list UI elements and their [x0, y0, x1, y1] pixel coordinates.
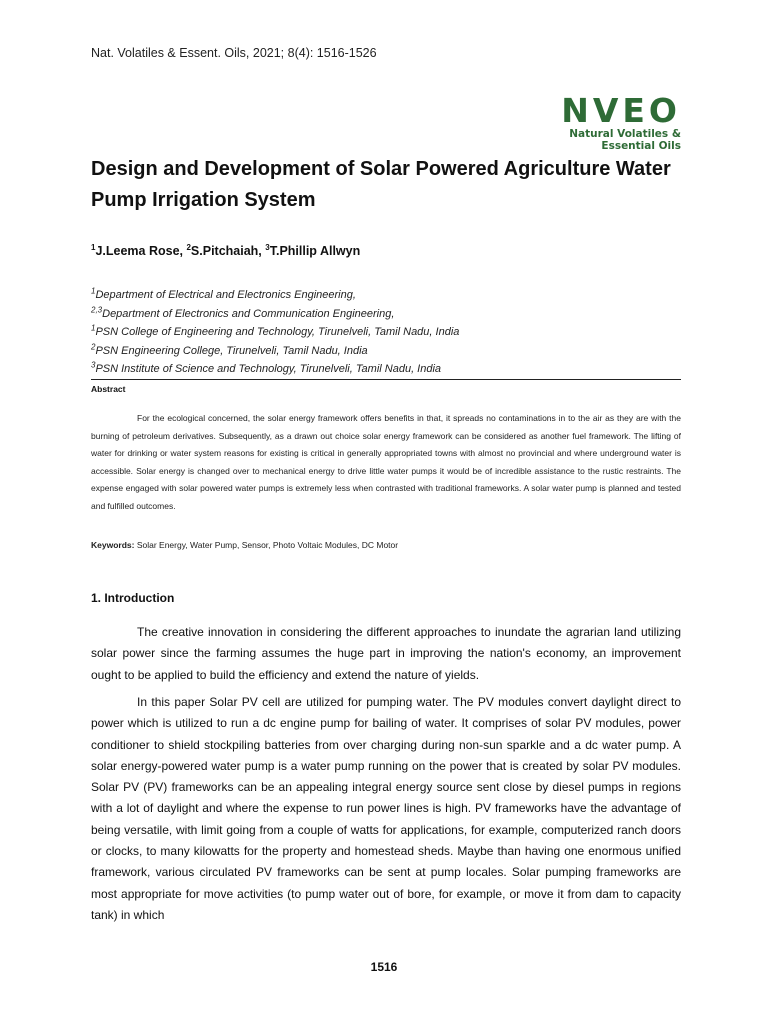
journal-logo [551, 91, 681, 152]
affiliation [91, 342, 459, 361]
affiliation [91, 286, 459, 305]
abstract-body [91, 410, 681, 516]
affiliation-text: Department of Electronics and Communication Engineering, [102, 307, 395, 320]
logo-subtitle-line1: Natural Volatiles & [569, 128, 681, 140]
logo-mark: NVEO [561, 91, 681, 130]
affiliation-text: PSN College of Engineering and Technology, Tirunelveli, Tamil Nadu, India [95, 326, 460, 338]
paragraph-text: The creative innovation in considering the different approaches to inundate the agrarian land utilizing solar power since the farming assumes the huge part in improving the nation's economy, an improvement ought to be applied to build the efficiency and extend the nature of yields. [91, 625, 681, 682]
paper-title: Design and Development of Solar Powered Agriculture Water Pump Irrigation System [91, 158, 671, 211]
section-heading: 1. Introduction [91, 591, 175, 605]
affiliation [91, 323, 459, 342]
section-divider [91, 379, 681, 380]
author-name: J.Leema Rose, [95, 244, 187, 258]
affiliation-list [91, 286, 459, 379]
affiliation-superscript: 1 [91, 286, 96, 296]
author-name: T.Phillip Allwyn [269, 244, 361, 258]
author-superscript: 1 [91, 242, 96, 252]
abstract-text: For the ecological concerned, the solar energy framework offers benefits in that, it spreads no contaminations in to the air as they are with the burning of petroleum derivatives. Subsequently, as a drawn out choice solar energy framework can be considered as another fuel framework. The lifting of water for drinking or water system reasons for existing is critical in generally appropriated towns with almost no provincial and where underground water is accessible. Solar energy is changed over to mechanical energy to drive little water pumps it would be of incredible assistance to the rustic restraints. The expense engaged with solar powered water pumps is extremely less when contrasted with traditional frameworks. A solar water pump is planned and tested and fulfilled outcomes. [91, 413, 681, 511]
author-list [91, 244, 360, 258]
affiliation-superscript: 3 [91, 360, 96, 370]
author-superscript: 3 [265, 242, 270, 252]
keywords-label: Keywords: [91, 540, 135, 550]
affiliation-text: PSN Institute of Science and Technology, Tirunelveli, Tamil Nadu, India [95, 363, 442, 375]
body-paragraph [91, 692, 681, 926]
journal-citation: Nat. Volatiles & Essent. Oils, 2021; 8(4): 1516-1526 [91, 46, 377, 60]
logo-subtitle-line2: Essential Oils [601, 140, 681, 152]
affiliation-superscript: 2,3 [91, 304, 103, 314]
affiliation [91, 305, 459, 324]
page-number: 1516 [370, 960, 398, 974]
affiliation [91, 360, 459, 379]
body-paragraph [91, 622, 681, 686]
author-name: S.Pitchaiah, [190, 244, 266, 258]
keywords [91, 540, 398, 550]
affiliation-text: PSN Engineering College, Tirunelveli, Tamil Nadu, India [95, 344, 368, 357]
paragraph-text: In this paper Solar PV cell are utilized for pumping water. The PV modules convert daylight direct to power which is utilized to run a dc engine pump for bailing of water. It comprises of solar PV modules, power conditioner to shield stockpiling batteries from over charging during non-sun sparkle and a dc water pump. A solar energy-powered water pump is a water pump running on the power that is created by solar PV modules. Solar PV (PV) frameworks can be an appealing integral energy source sent close by diesel pumps in regions with a lot of daylight and where the expense to run power lines is high. PV frameworks have the advantage of being versatile, with limit going from a couple of watts for applications, for example, computerized ranch doors or clocks, to many kilowatts for the property and homestead sheds. Maybe than having one enormous unified framework, various circulated PV frameworks can be sent at pump locales. Solar pumping frameworks are most appropriate for move activities (to pump water out of bore, for example, or move it from dam to capacity tank) in which [91, 695, 681, 922]
abstract-heading: Abstract [91, 384, 126, 394]
affiliation-superscript: 2 [91, 341, 96, 351]
affiliation-text: Department of Electrical and Electronics Engineering, [95, 289, 356, 301]
affiliation-superscript: 1 [91, 323, 96, 333]
keywords-text: Solar Energy, Water Pump, Sensor, Photo Voltaic Modules, DC Motor [134, 540, 399, 550]
author-superscript: 2 [186, 242, 191, 252]
